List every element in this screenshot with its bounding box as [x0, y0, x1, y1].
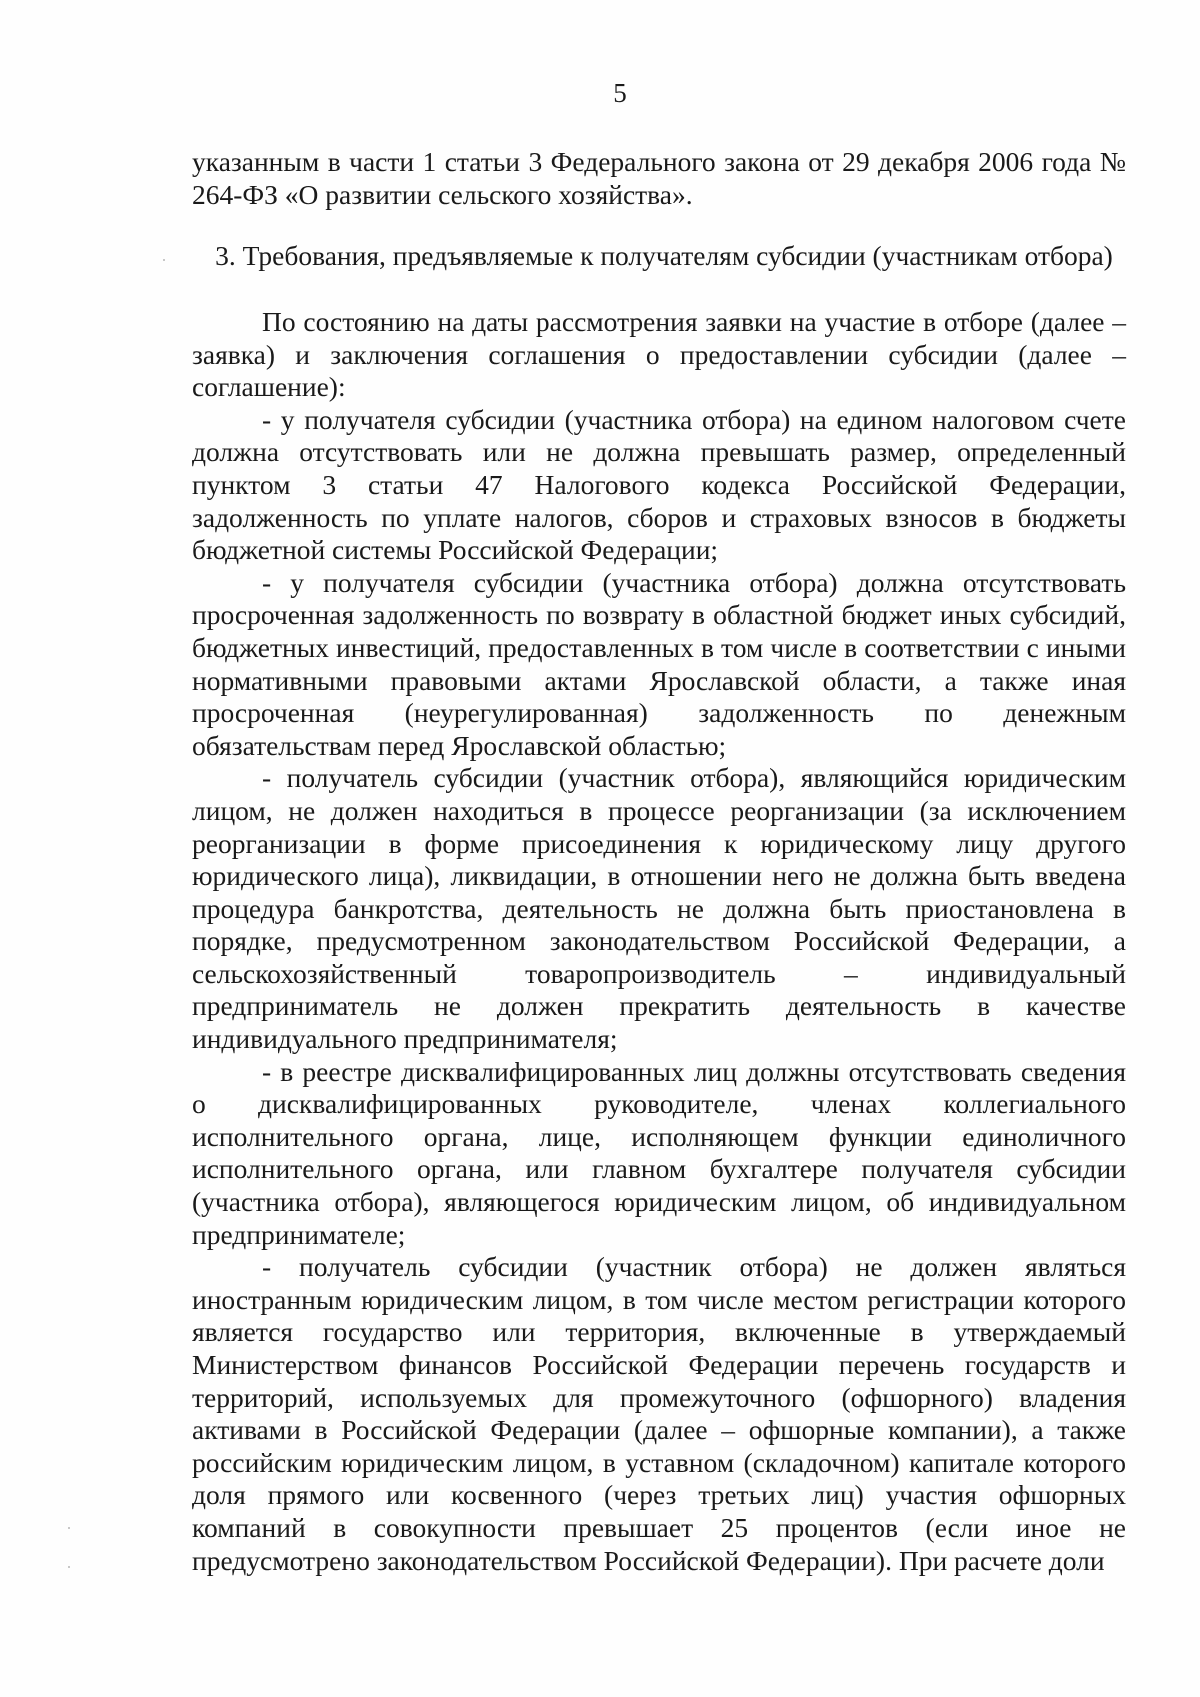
- paragraph-overdue-debt: - у получателя субсидии (участника отбора) должна отсутствовать просроченная задолженность по возврату в областной бюджет иных субсидий, бюджетных инвестиций, предоставленных в том числе в соответствии с иными нормативными правовыми актами Ярославской области, а также иная просроченная (неурегулированная) задолженность по денежным обязательствам перед Ярославской областью;: [192, 566, 1126, 761]
- paragraph-tax-debt: - у получателя субсидии (участника отбора) на едином налоговом счете должна отсутствовать или не должна превышать размер, определенный пунктом 3 статьи 47 Налогового кодекса Российской Федерации, задолженность по уплате налогов, сборов и страховых взносов в бюджеты бюджетной системы Российской Федерации;: [192, 403, 1126, 566]
- paragraph-intro-conditions: По состоянию на даты рассмотрения заявки на участие в отборе (далее – заявка) и заключения соглашения о предоставлении субсидии (далее – соглашение):: [192, 306, 1126, 403]
- scan-artifact: [68, 1527, 70, 1529]
- intro-paragraph: указанным в части 1 статьи 3 Федерального закона от 29 декабря 2006 года № 264-ФЗ «О развитии сельского хозяйства».: [192, 146, 1126, 210]
- page-number: 5: [613, 78, 627, 108]
- section-heading: 3. Требования, предъявляемые к получателям субсидии (участникам отбора): [215, 240, 1113, 271]
- paragraph-reorganization: - получатель субсидии (участник отбора), являющийся юридическим лицом, не должен находиться в процессе реорганизации (за исключением реорганизации в форме присоединения к юридическому лицу другого юридического лица), ликвидации, в отношении него не должна быть введена процедура банкротства, деятельность не должна быть приостановлена в порядке, предусмотренном законодательством Российской Федерации, а сельскохозяйственный товаропроизводитель – индивидуальный предприниматель не должен прекратить деятельность в качестве индивидуального предпринимателя;: [192, 762, 1126, 1055]
- scan-artifact: [68, 1566, 70, 1568]
- paragraph-offshore-companies: - получатель субсидии (участник отбора) не должен являться иностранным юридическим лицом, в том числе местом регистрации которого является государство или территория, включенные в утверждаемый Министерством финансов Российской Федерации перечень государств и территорий, используемых для промежуточного (офшорного) владения активами в Российской Федерации (далее – офшорные компании), а также российским юридическим лицом, в уставном (складочном) капитале которого доля прямого или косвенного (через третьих лиц) участия офшорных компаний в совокупности превышает 25 процентов (если иное не предусмотрено законодательством Российской Федерации). При расчете доли: [192, 1251, 1126, 1576]
- section-body: [192, 306, 1126, 1577]
- scan-artifact: [163, 259, 165, 261]
- paragraph-disqualified-persons: - в реестре дисквалифицированных лиц должны отсутствовать сведения о дисквалифицированных руководителе, членах коллегиального исполнительного органа, лице, исполняющем функции единоличного исполнительного органа, или главном бухгалтере получателя субсидии (участника отбора), являющегося юридическим лицом, об индивидуальном предпринимателе;: [192, 1055, 1126, 1250]
